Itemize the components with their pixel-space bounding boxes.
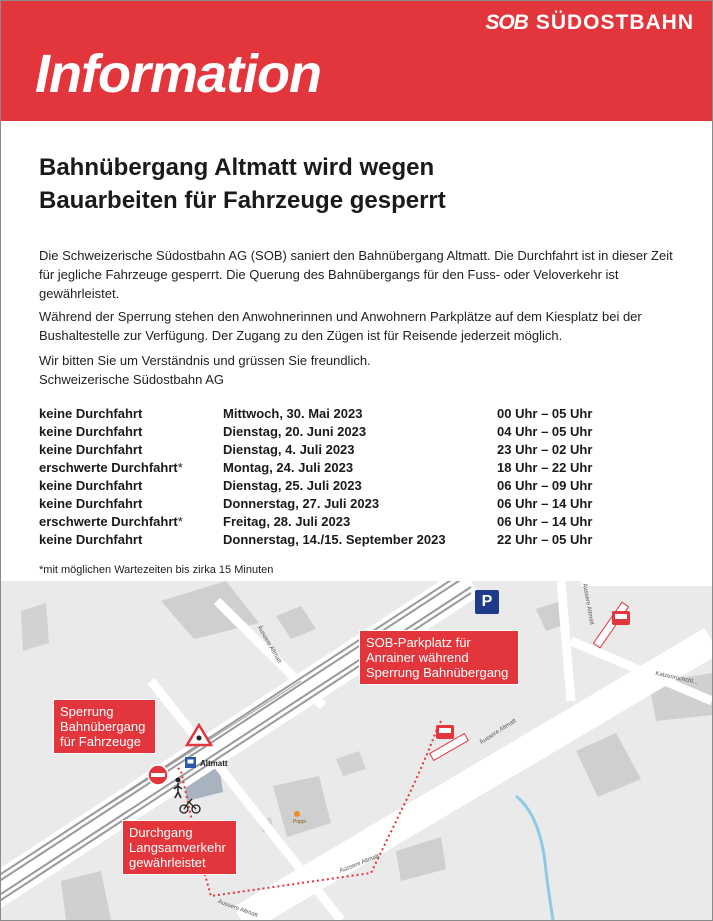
sob-logo (485, 11, 694, 35)
building (276, 606, 316, 639)
parking-callout: SOB-Parkplatz für Anrainer während Sperrung Bahnübergang (359, 630, 519, 685)
building (576, 733, 641, 797)
schedule-asterisk: * (177, 514, 183, 529)
building (61, 871, 111, 920)
headline-line-2: Bauarbeiten für Fahrzeuge gesperrt (39, 187, 446, 214)
street-label: Äussere Altmatt (255, 625, 283, 665)
intro-paragraph: Die Schweizerische Südostbahn AG (SOB) saniert den Bahnübergang Altmatt. Die Durchfahrt ist in dieser Zeit für jegliche Fahrzeuge gesperrt. Die Querung des Bahnübergangs für den Fuss- oder Veloverkehr ist gewährleistet. (39, 248, 673, 301)
schedule-row (39, 478, 679, 496)
schedule-row (39, 460, 679, 478)
street-label: Äussere Altmatt (581, 583, 595, 626)
schedule-row (39, 424, 679, 442)
road (561, 581, 571, 701)
building (273, 776, 331, 837)
footnote: *mit möglichen Wartezeiten bis zirka 15 Minuten (39, 564, 274, 576)
schedule-table (39, 406, 679, 550)
building (396, 837, 446, 881)
poi-icon (294, 811, 300, 817)
schedule-type: erschwerte Durchfahrt (39, 460, 178, 475)
schedule-time: 06 Uhr – 09 Uhr (497, 478, 593, 493)
passage-callout: Durchgang Langsamverkehr gewährleistet (122, 820, 237, 875)
schedule-type: keine Durchfahrt (39, 532, 143, 547)
schedule-date: Montag, 24. Juli 2023 (223, 460, 354, 475)
poi-label: Poppi (293, 819, 306, 825)
site-map (1, 581, 712, 920)
schedule-row (39, 514, 679, 532)
schedule-type: keine Durchfahrt (39, 442, 143, 457)
street-label: Äussere Altmatt (479, 718, 518, 747)
schedule-time: 06 Uhr – 14 Uhr (497, 496, 593, 511)
headline-line-1: Bahnübergang Altmatt wird wegen (39, 154, 435, 181)
header-banner (1, 1, 712, 121)
schedule-date: Donnerstag, 14./15. September 2023 (223, 532, 446, 547)
schedule-type: erschwerte Durchfahrt (39, 514, 178, 529)
schedule-asterisk: * (177, 460, 183, 475)
closing-paragraph (39, 351, 679, 389)
schedule-type: keine Durchfahrt (39, 424, 143, 439)
schedule-row (39, 442, 679, 460)
schedule-date: Freitag, 28. Juli 2023 (223, 514, 351, 529)
schedule-time: 23 Uhr – 02 Uhr (497, 442, 593, 457)
schedule-row (39, 496, 679, 514)
schedule-type: keine Durchfahrt (39, 496, 143, 511)
street-label: Äussere Altmatt (339, 853, 381, 875)
closure-callout: Sperrung Bahnübergang für Fahrzeuge (53, 699, 156, 754)
street-label: Katzenrüchcht... (654, 671, 699, 686)
schedule-time: 18 Uhr – 22 Uhr (497, 460, 593, 475)
schedule-type: keine Durchfahrt (39, 478, 143, 493)
street-label: Äussere Altmatt (216, 899, 259, 920)
schedule-time: 22 Uhr – 05 Uhr (497, 532, 593, 547)
building (336, 751, 366, 776)
place-name: Altmatt (200, 759, 228, 768)
parking-letter: P (481, 593, 493, 610)
stream (516, 796, 553, 920)
schedule-time: 00 Uhr – 05 Uhr (497, 406, 593, 421)
building (21, 603, 49, 651)
schedule-date: Dienstag, 20. Juni 2023 (223, 424, 367, 439)
greeting: Wir bitten Sie um Verständnis und grüssen Sie freundlich. (39, 353, 371, 368)
signature: Schweizerische Südostbahn AG (39, 372, 224, 387)
schedule-date: Dienstag, 25. Juli 2023 (223, 478, 362, 493)
brand-name: SÜDOSTBAHN (535, 11, 694, 34)
brand-mark: SOB (485, 11, 528, 34)
schedule-row (39, 406, 679, 424)
schedule-time: 04 Uhr – 05 Uhr (497, 424, 593, 439)
page-title: Information (35, 44, 321, 104)
schedule-date: Mittwoch, 30. Mai 2023 (223, 406, 363, 421)
parking-paragraph: Während der Sperrung stehen den Anwohnerinnen und Anwohnern Parkplätze auf dem Kiesplatz bei der Bushaltestelle zur Verfügung. Der Zugang zu den Zügen ist für Reisende jederzeit möglich. (39, 309, 642, 343)
pedestrian-icon (176, 778, 181, 783)
schedule-date: Donnerstag, 27. Juli 2023 (223, 496, 380, 511)
schedule-row (39, 532, 679, 550)
headline (39, 151, 679, 217)
schedule-type: keine Durchfahrt (39, 406, 143, 421)
schedule-date: Dienstag, 4. Juli 2023 (223, 442, 355, 457)
schedule-time: 06 Uhr – 14 Uhr (497, 514, 593, 529)
